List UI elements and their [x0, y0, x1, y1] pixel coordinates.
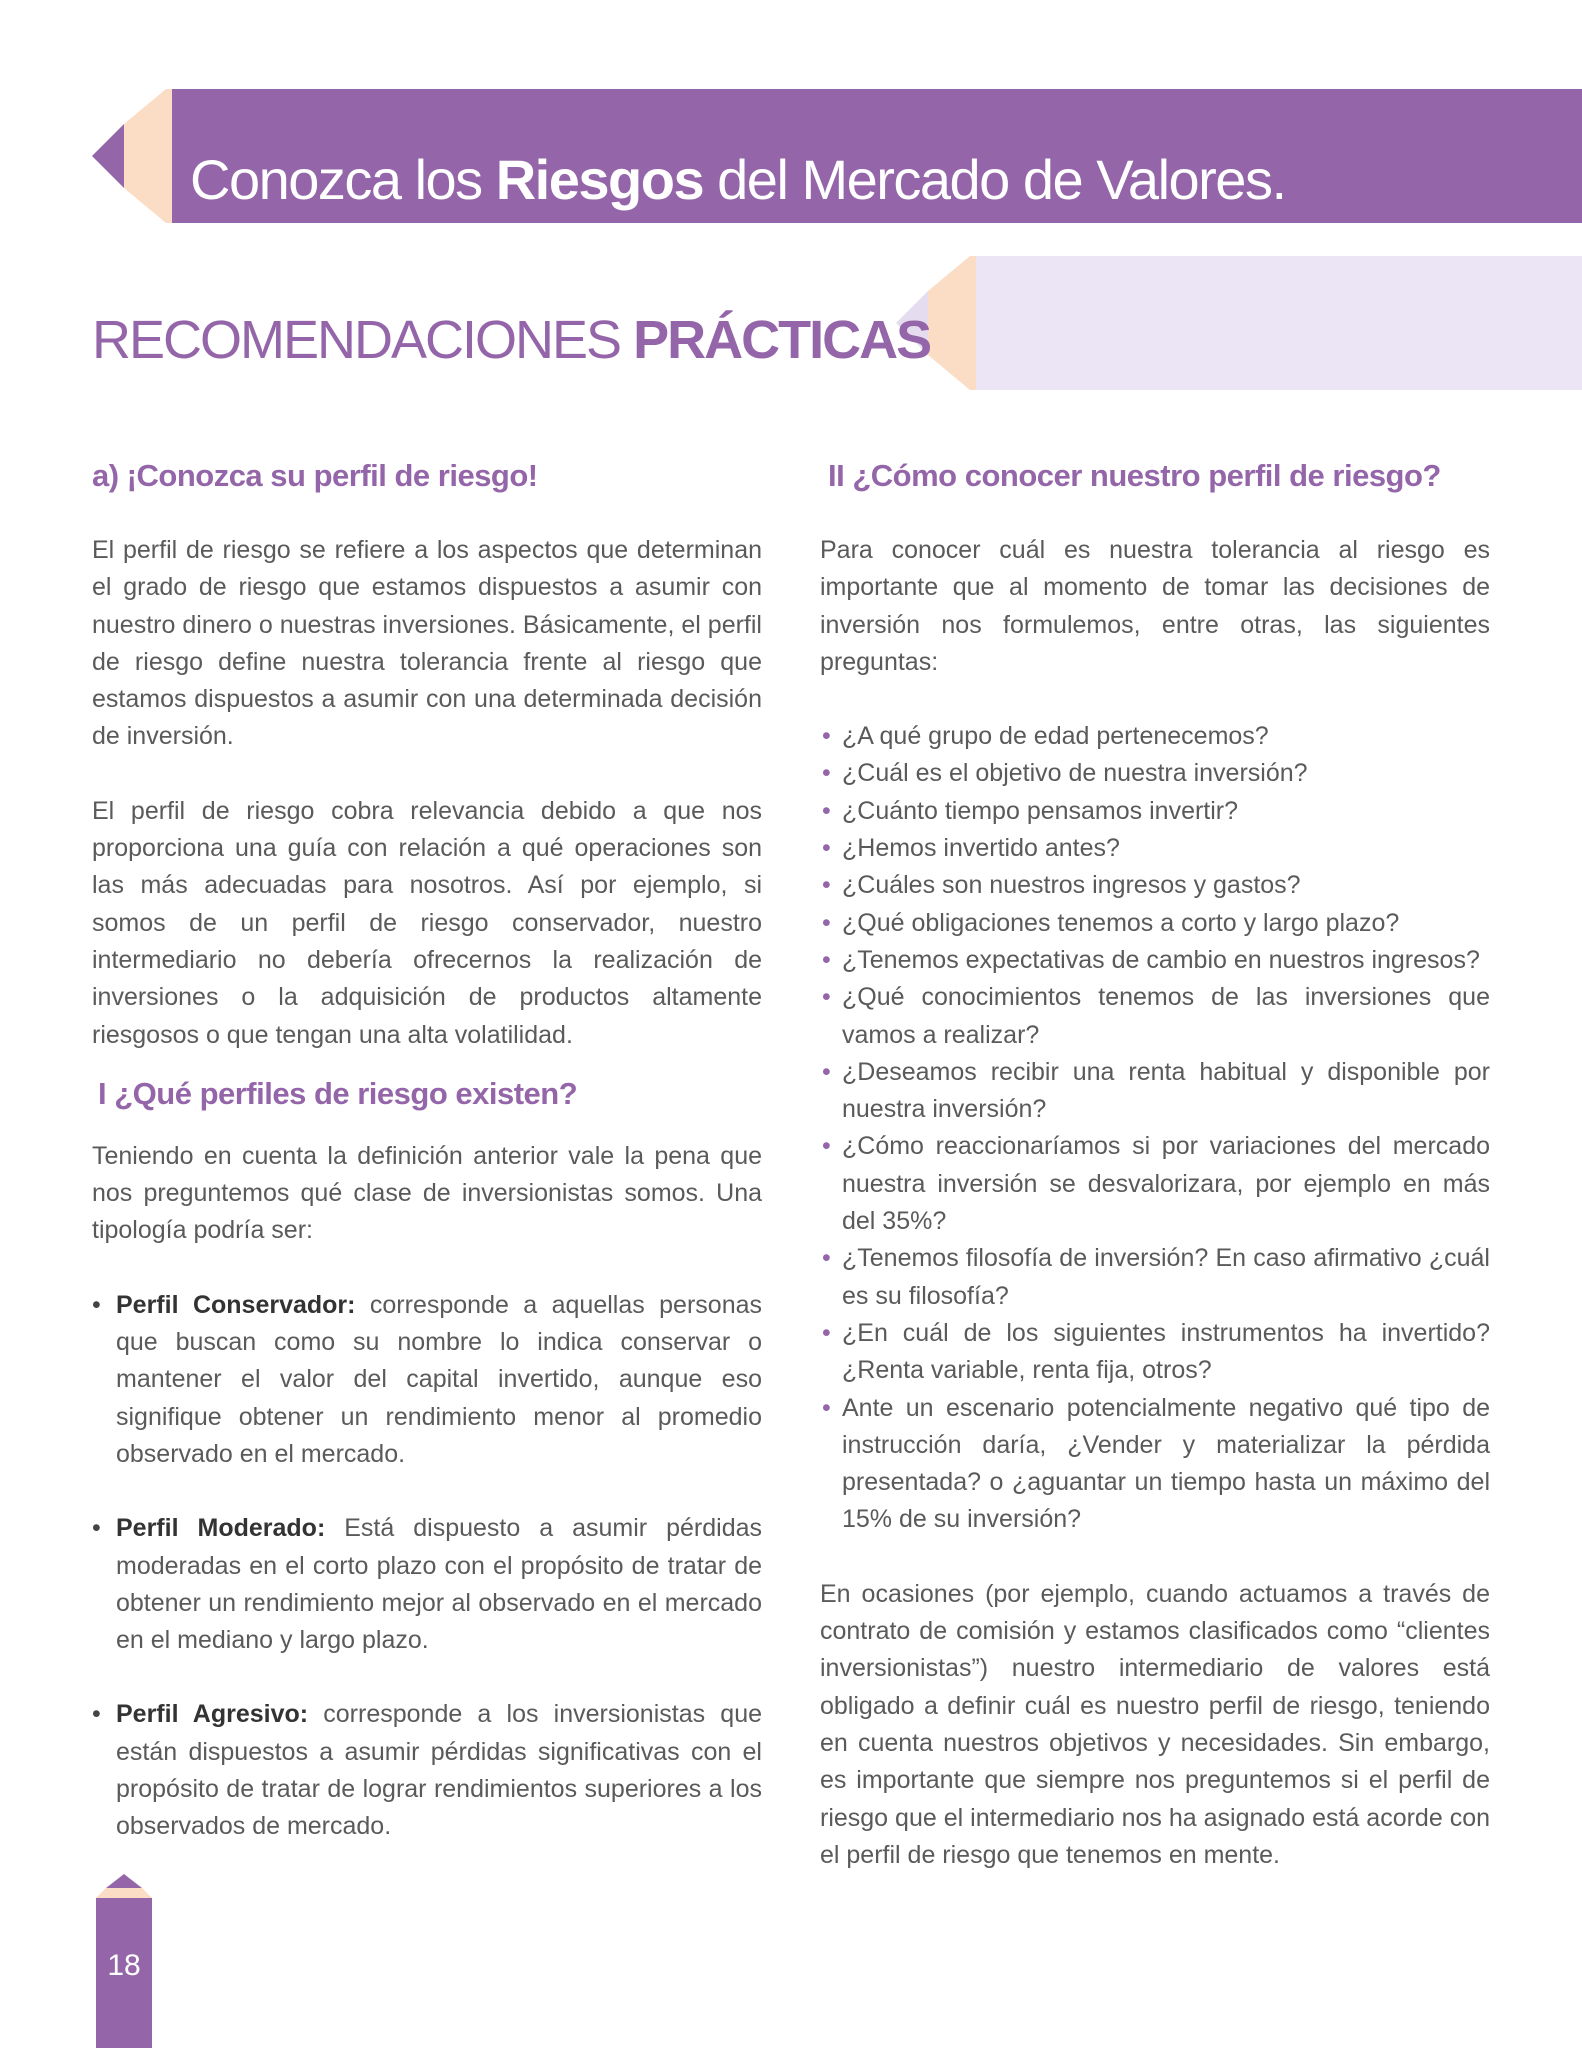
heading-know-risk-profile: a) ¡Conozca su perfil de riesgo! — [92, 458, 538, 493]
bullet-icon: • — [822, 759, 831, 788]
profiles-list — [92, 1287, 762, 1846]
left-column — [92, 446, 762, 1846]
question-item: • ¿Qué conocimientos tenemos de las inversiones que vamos a realizar? — [820, 979, 1490, 1054]
heading-risk-profiles: I ¿Qué perfiles de riesgo existen? — [98, 1075, 578, 1111]
question-item: • ¿En cuál de los siguientes instrumentos ha invertido? ¿Renta variable, renta fija, otros? — [820, 1315, 1490, 1390]
page-number: 18 — [107, 1949, 141, 1982]
question-item: • ¿Tenemos expectativas de cambio en nuestros ingresos? — [820, 942, 1490, 979]
profile-item-conservative: • Perfil Conservador: corresponde a aquellas personas que buscan como su nombre lo indica conservar o mantener el valor del capital invertido, aunque eso signifique obtener un rendimiento menor al promedio observado en el mercado. — [92, 1287, 762, 1473]
bullet-icon: • — [822, 945, 831, 974]
paragraph-tolerance-intro: Para conocer cuál es nuestra tolerancia al riesgo es importante que al momento de tomar las decisiones de inversión nos formulemos, entre otras, las siguientes preguntas: — [820, 536, 1490, 676]
spacer — [92, 1659, 762, 1696]
right-column — [820, 446, 1490, 1874]
question-item: • ¿A qué grupo de edad pertenecemos? — [820, 718, 1490, 755]
bullet-icon: • — [92, 1514, 101, 1543]
section-title: RECOMENDACIONES PRÁCTICAS — [92, 310, 931, 370]
paragraph-intermediary-obligation: En ocasiones (por ejemplo, cuando actuamos a través de contrato de comisión y estamos clasificados como “clientes inversionistas”) nuestro intermediario de valores está obligado a definir cuál es nuestro perfil de riesgo, teniendo en cuenta nuestros objetivos y necesidades. Sin embargo, es importante que siempre nos preguntemos si el perfil de riesgo que el intermediario nos ha asignado está acorde con el perfil de riesgo que tenemos en mente. — [820, 1579, 1490, 1869]
question-item: • Ante un escenario potencialmente negativo qué tipo de instrucción daría, ¿Vender y materializar la pérdida presentada? o ¿aguantar un tiempo hasta un máximo del 15% de su inversión? — [820, 1390, 1490, 1539]
bullet-icon: • — [822, 834, 831, 863]
profile-item-aggressive: • Perfil Agresivo: corresponde a los inversionistas que están dispuestos a asumir pérdidas significativas con el propósito de tratar de lograr rendimientos superiores a los observados de mercado. — [92, 1696, 762, 1845]
bullet-icon: • — [822, 1318, 831, 1347]
bullet-icon: • — [822, 1393, 831, 1422]
page-title: Conozca los Riesgos del Mercado de Valores. — [190, 148, 1286, 211]
question-item: • ¿Cuánto tiempo pensamos invertir? — [820, 793, 1490, 830]
question-item: • ¿Hemos invertido antes? — [820, 830, 1490, 867]
question-item: • ¿Deseamos recibir una renta habitual y disponible por nuestra inversión? — [820, 1054, 1490, 1129]
question-item: • ¿Cuáles son nuestros ingresos y gastos? — [820, 867, 1490, 904]
bullet-icon: • — [822, 1132, 831, 1161]
paragraph-risk-profile-relevance: El perfil de riesgo cobra relevancia debido a que nos proporciona una guía con relación a qué operaciones son las más adecuadas para nosotros. Así por ejemplo, si somos de un perfil de riesgo conservador, nuestro intermediario no debería ofrecernos la realización de inversiones o la adquisición de productos altamente riesgosos o que tengan una alta volatilidad. — [92, 796, 762, 1049]
bullet-icon: • — [822, 871, 831, 900]
question-item: • ¿Qué obligaciones tenemos a corto y largo plazo? — [820, 905, 1490, 942]
paragraph-risk-profile-definition: El perfil de riesgo se refiere a los aspectos que determinan el grado de riesgo que estamos dispuestos a asumir con nuestro dinero o nuestras inversiones. Básicamente, el perfil de riesgo define nuestra tolerancia frente al riesgo que estamos dispuestos a asumir con una determinada decisión de inversión. — [92, 536, 762, 751]
question-item: • ¿Tenemos filosofía de inversión? En caso afirmativo ¿cuál es su filosofía? — [820, 1240, 1490, 1315]
spacer — [92, 1473, 762, 1510]
bullet-icon: • — [822, 796, 831, 825]
bullet-icon: • — [92, 1700, 101, 1729]
section-decoration-bar — [970, 256, 1582, 390]
banner-pencil-tip-icon — [92, 89, 172, 223]
question-item: • ¿Cuál es el objetivo de nuestra inversión? — [820, 755, 1490, 792]
bullet-icon: • — [822, 1244, 831, 1273]
heading-how-to-know-profile: II ¿Cómo conocer nuestro perfil de riesgo? — [828, 458, 1441, 493]
bullet-icon: • — [822, 908, 831, 937]
question-item: • ¿Cómo reaccionaríamos si por variaciones del mercado nuestra inversión se desvalorizara, por ejemplo en más del 35%? — [820, 1128, 1490, 1240]
bullet-icon: • — [92, 1290, 101, 1319]
paragraph-typology-intro: Teniendo en cuenta la definición anterior vale la pena que nos preguntemos qué clase de inversionistas somos. Una tipología podría ser: — [92, 1141, 762, 1245]
bullet-icon: • — [822, 1057, 831, 1086]
bullet-icon: • — [822, 983, 831, 1012]
profile-item-moderate: • Perfil Moderado: Está dispuesto a asumir pérdidas moderadas en el corto plazo con el propósito de tratar de obtener un rendimiento mejor al observado en el mercado en el mediano y largo plazo. — [92, 1510, 762, 1659]
bullet-icon: • — [822, 722, 831, 751]
questions-list — [820, 718, 1490, 1539]
